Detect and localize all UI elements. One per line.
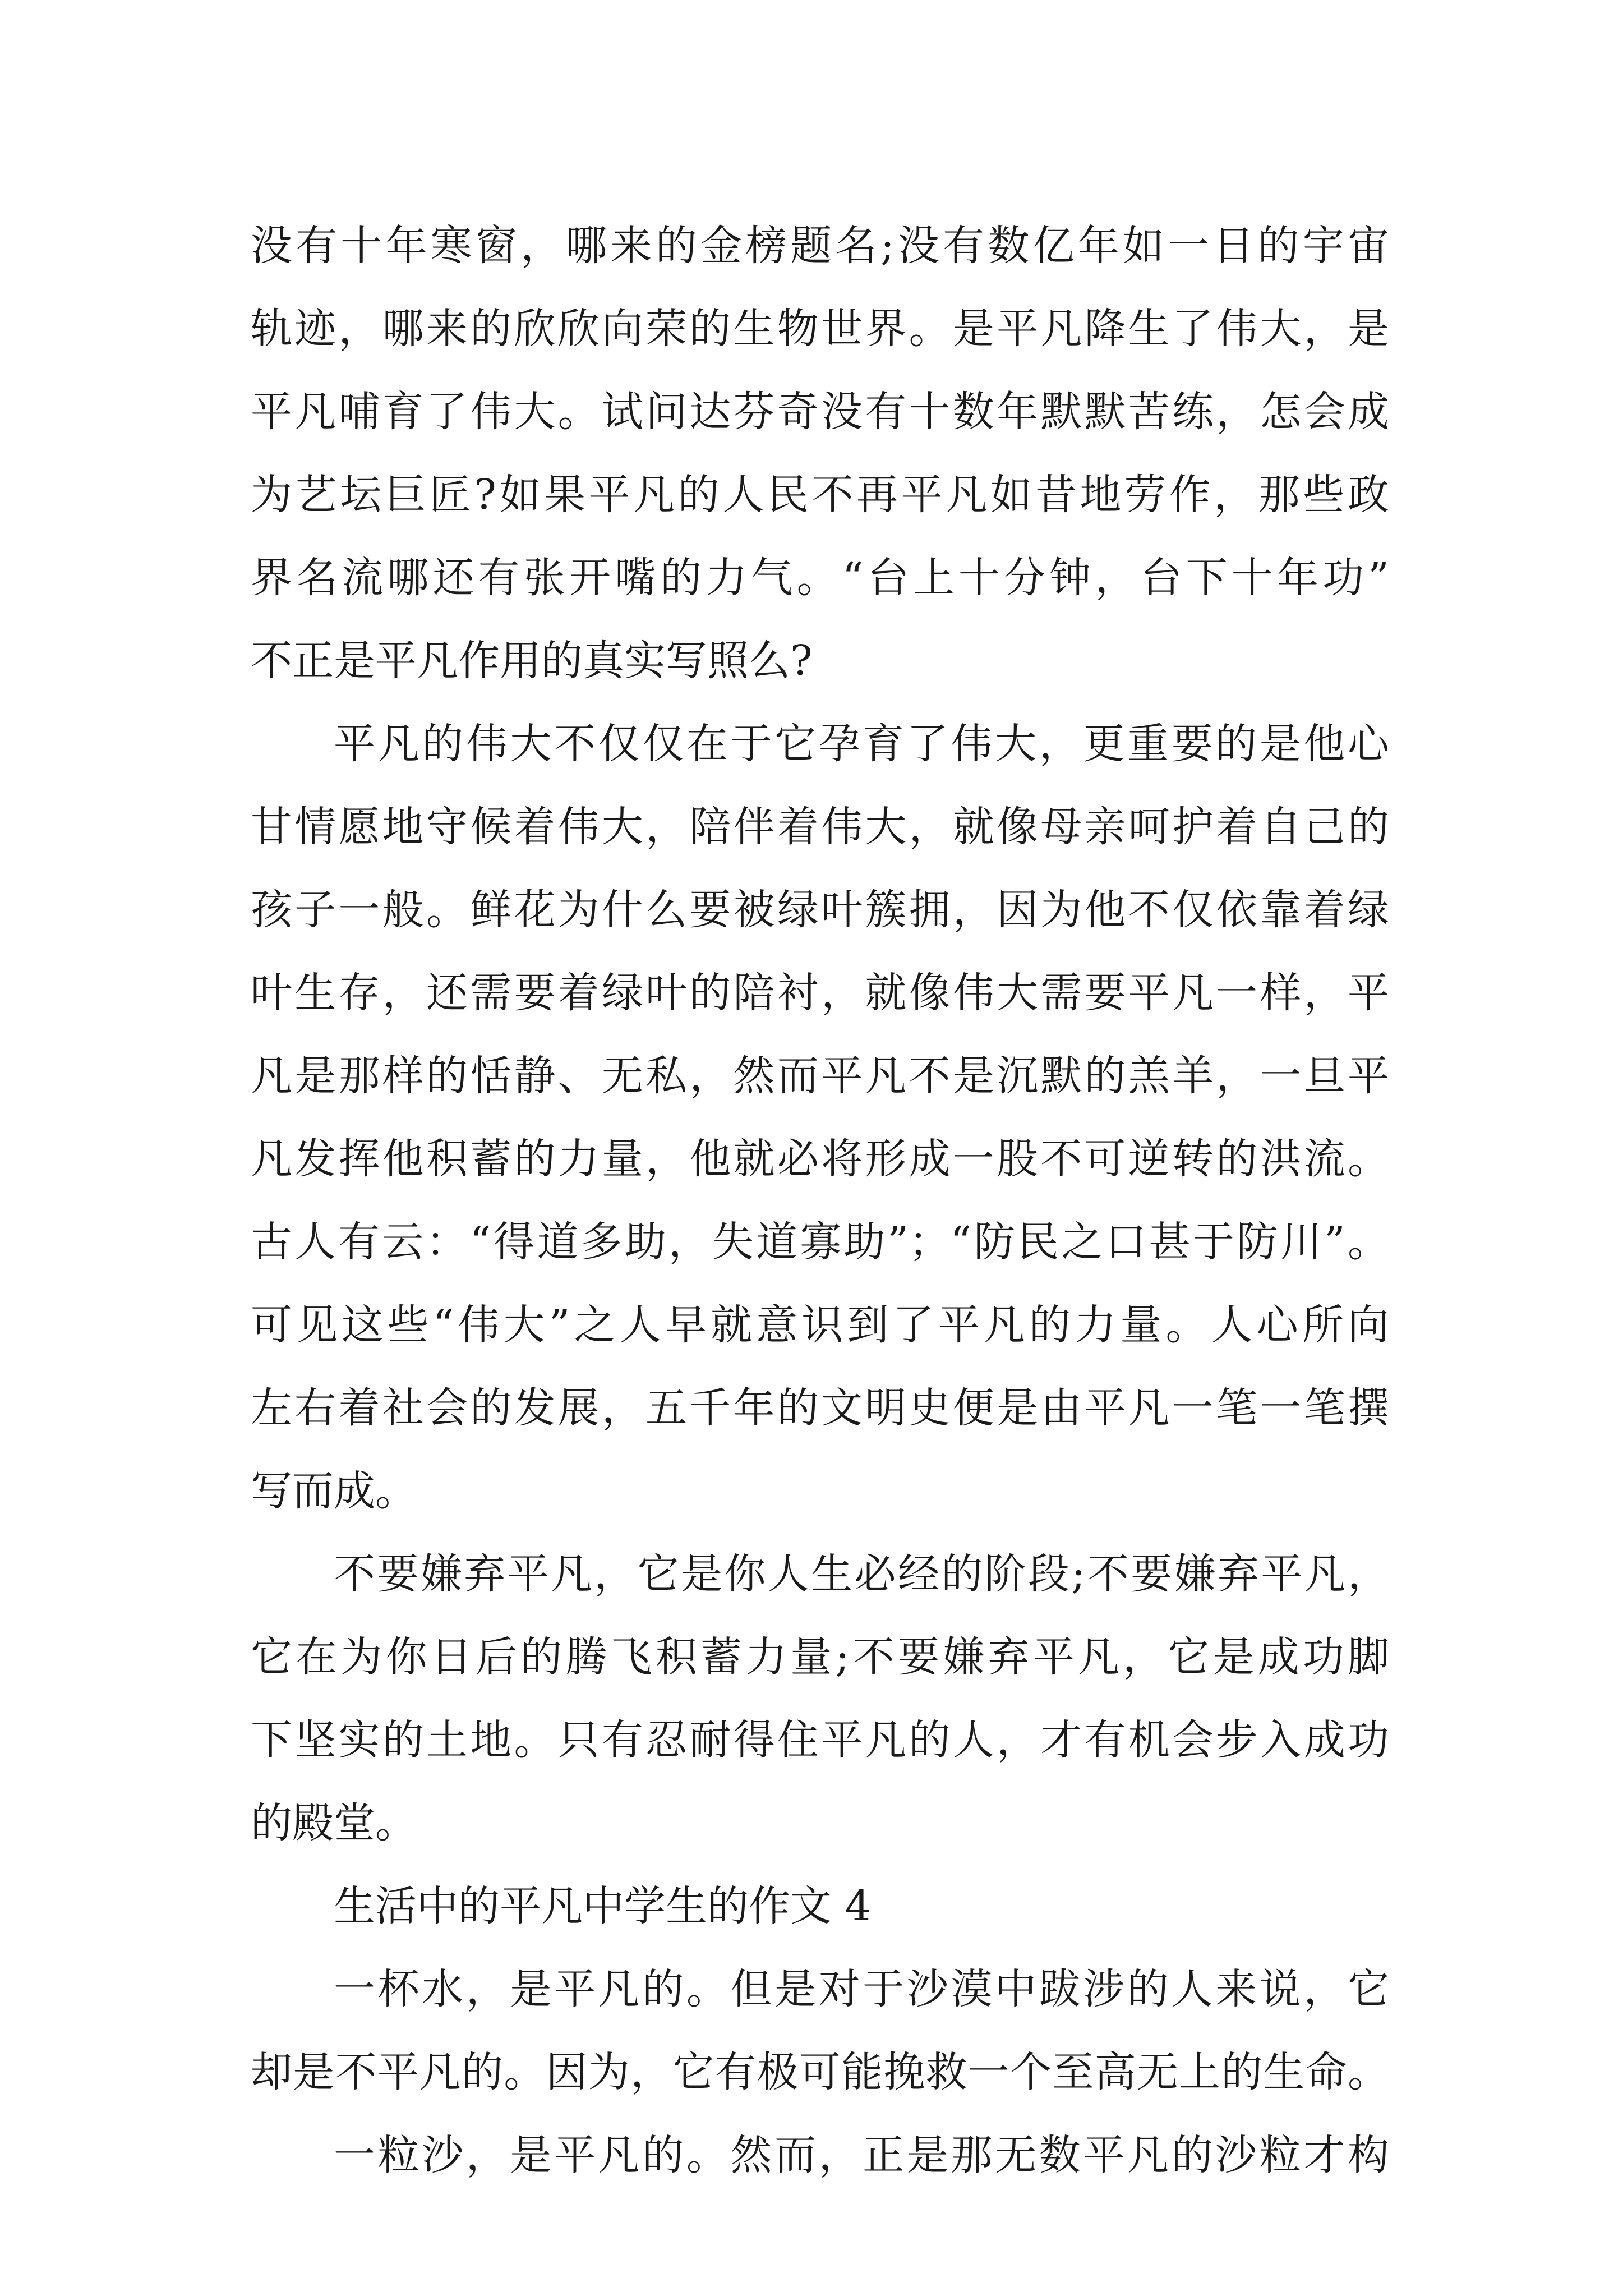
text-line: 它在为你日后的腾飞积蓄力量;不要嫌弃平凡，它是成功脚: [251, 1633, 1389, 1681]
text-line: 界名流哪还有张开嘴的力气。“台上十分钟，台下十年功”: [251, 554, 1389, 602]
text-line: 叶生存，还需要着绿叶的陪衬，就像伟大需要平凡一样，平: [251, 969, 1389, 1017]
text-line: 不要嫌弃平凡，它是你人生必经的阶段;不要嫌弃平凡，: [334, 1550, 1389, 1598]
text-line: 平凡哺育了伟大。试问达芬奇没有十数年默默苦练，怎会成: [251, 388, 1389, 436]
text-line: 下坚实的土地。只有忍耐得住平凡的人，才有机会步入成功: [251, 1716, 1389, 1764]
text-line: 生活中的平凡中学生的作文 4: [334, 1882, 872, 1930]
body-text: [251, 204, 1389, 2197]
text-line: 古人有云：“得道多助，失道寡助”；“防民之口甚于防川”。: [251, 1218, 1389, 1266]
text-line: 轨迹，哪来的欣欣向荣的生物世界。是平凡降生了伟大，是: [251, 305, 1389, 353]
text-line: 可见这些“伟大”之人早就意识到了平凡的力量。人心所向: [251, 1301, 1389, 1349]
text-line: 凡是那样的恬静、无私，然而平凡不是沉默的羔羊，一旦平: [251, 1052, 1389, 1100]
text-line: 甘情愿地守候着伟大，陪伴着伟大，就像母亲呵护着自己的: [251, 803, 1389, 851]
text-line: 左右着社会的发展，五千年的文明史便是由平凡一笔一笔撰: [251, 1384, 1389, 1432]
text-line: 一杯水，是平凡的。但是对于沙漠中跋涉的人来说，它: [334, 1965, 1389, 2013]
text-line: 不正是平凡作用的真实写照么?: [251, 637, 813, 685]
text-line: 没有十年寒窗，哪来的金榜题名;没有数亿年如一日的宇宙: [251, 222, 1389, 270]
text-line: 为艺坛巨匠?如果平凡的人民不再平凡如昔地劳作，那些政: [251, 471, 1389, 519]
text-line: 凡发挥他积蓄的力量，他就必将形成一股不可逆转的洪流。: [251, 1135, 1389, 1183]
text-line: 却是不平凡的。因为，它有极可能挽救一个至高无上的生命。: [251, 2048, 1389, 2096]
text-line: 一粒沙，是平凡的。然而，正是那无数平凡的沙粒才构: [334, 2131, 1389, 2179]
text-line: 写而成。: [251, 1467, 417, 1515]
text-line: 平凡的伟大不仅仅在于它孕育了伟大，更重要的是他心: [334, 720, 1389, 768]
text-line: 的殿堂。: [251, 1799, 417, 1847]
text-line: 孩子一般。鲜花为什么要被绿叶簇拥，因为他不仅依靠着绿: [251, 886, 1389, 934]
